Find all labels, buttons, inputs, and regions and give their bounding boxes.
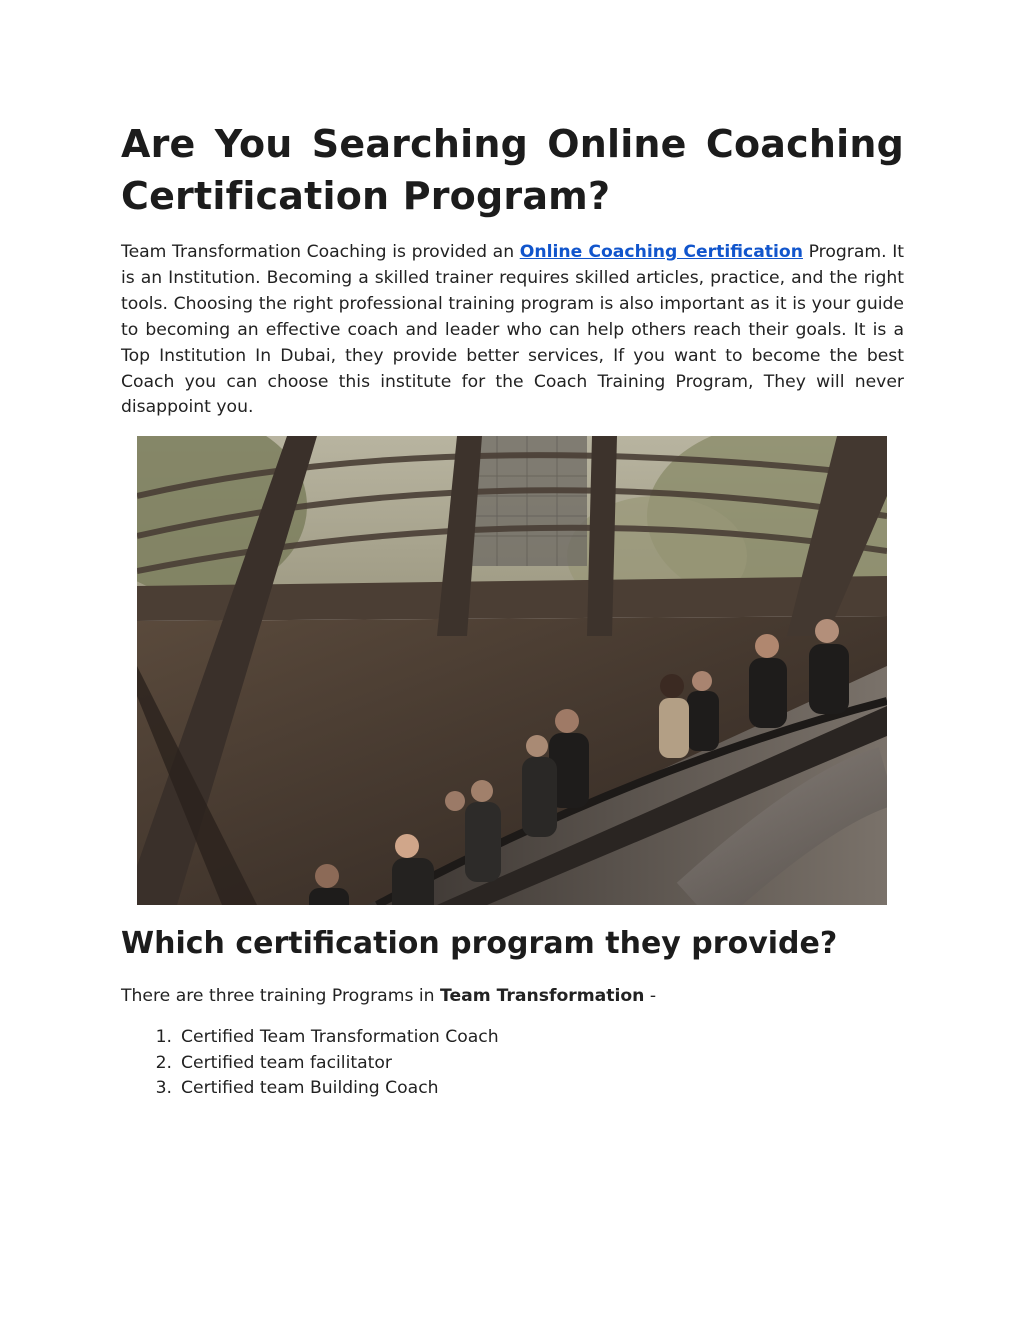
list-item: [121, 1051, 499, 1077]
programs-lead-text: There are three training Programs in: [121, 986, 440, 1006]
list-item-label: Certified Team Transformation Coach: [181, 1027, 499, 1047]
programs-lead-dash: -: [644, 986, 657, 1006]
list-item-label: Certified team facilitator: [181, 1052, 392, 1073]
section-heading: Which certification program they provide?: [121, 926, 838, 961]
intro-text-start: Team Transformation Coaching is provided an: [121, 242, 520, 262]
list-item: [121, 1025, 499, 1051]
escalator-photo-illustration: [137, 436, 887, 905]
team-transformation-bold: Team Transformation: [440, 986, 645, 1006]
intro-paragraph: [121, 240, 904, 421]
page-title: Are You Searching Online Coaching Certification Program?: [121, 122, 904, 218]
list-item-number: 2.: [155, 1052, 172, 1073]
online-coaching-certification-link[interactable]: Online Coaching Certification: [519, 242, 803, 262]
list-item: [121, 1076, 499, 1102]
programs-lead: [121, 983, 904, 1009]
list-item-label: Certified team Building Coach: [181, 1078, 439, 1099]
escalator-photo: [137, 436, 887, 905]
list-item-number: 1.: [155, 1027, 172, 1047]
intro-text-end: Program. It is an Institution. Becoming a skilled trainer requires skilled articles, practice, and the right tools. Choosing the right professional training program is also important as it is your guide to becoming an effective coach and leader who can help others reach their goals. It is a Top Institution In Dubai, they provide better services, If you want to become the best Coach you can choose this institute for the Coach Training Program, They will never disappoint you.: [121, 242, 904, 418]
list-item-number: 3.: [155, 1078, 172, 1099]
programs-list: [121, 1025, 499, 1102]
